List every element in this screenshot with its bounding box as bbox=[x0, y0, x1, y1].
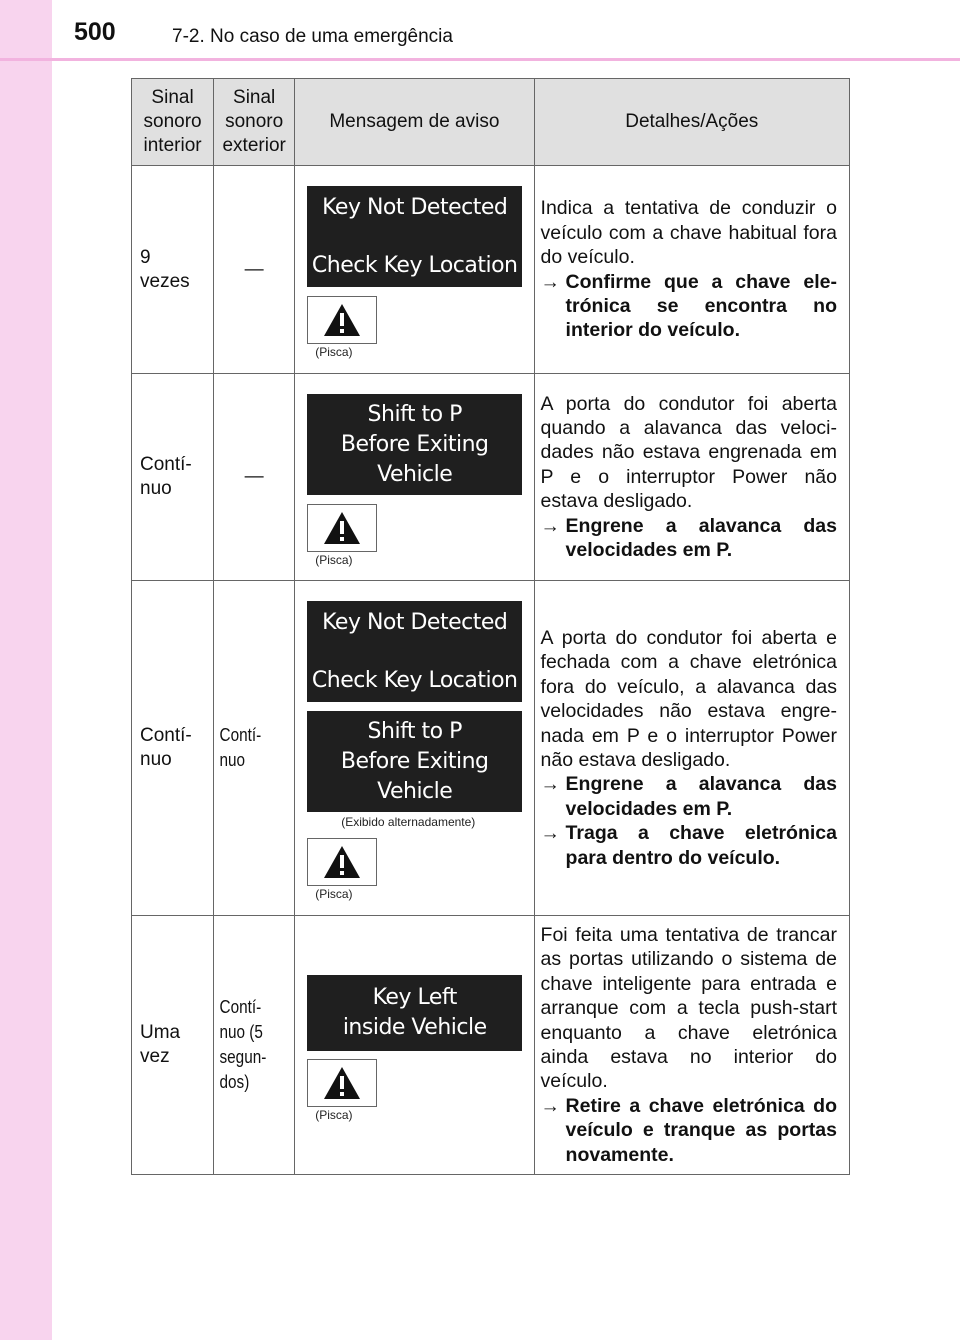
details-cell bbox=[534, 581, 849, 916]
section-title: 7-2. No caso de uma emergência bbox=[172, 26, 453, 47]
header-warning-message: Mensagem de aviso bbox=[295, 79, 534, 166]
warning-triangle-icon bbox=[307, 504, 377, 552]
action-item: → Confirme que a chave eletrónica se encontra no interior do veículo. bbox=[540, 270, 837, 342]
interior-buzzer-cell: Contí- nuo bbox=[132, 581, 214, 916]
side-tab-strip bbox=[0, 0, 52, 1340]
blink-caption: (Pisca) bbox=[315, 887, 353, 901]
detail-description: Foi feita uma tentativa de trancar as portas utilizando o sistema de chave inteligente para entrada e arranque com a tecla push-start enquanto a chave eletrónica ainda estava no interior do veículo. bbox=[540, 923, 837, 1093]
warning-triangle-icon bbox=[307, 838, 377, 886]
display-key-not-detected: Key Not Detected Check Key Location bbox=[307, 186, 522, 287]
warning-table bbox=[131, 78, 850, 1175]
detail-description: Indica a tentativa de conduzir o veículo com a chave habitual fora do veículo. bbox=[540, 197, 837, 269]
table-row bbox=[132, 166, 850, 374]
blink-caption: (Pisca) bbox=[315, 553, 353, 567]
detail-description: A porta do condutor foi aberta e fechada com a chave eletrónica fora do veículo, a alavanca das velocidades não estava engrenada em P e o interruptor Power não estava desligado. bbox=[540, 626, 837, 771]
table-row bbox=[132, 581, 850, 916]
details-cell bbox=[534, 166, 849, 374]
message-cell bbox=[295, 374, 534, 581]
display-shift-to-p: Shift to P Before Exiting Vehicle bbox=[307, 711, 522, 812]
exterior-buzzer-cell: Contí- nuo (5 segun- dos) bbox=[214, 916, 283, 1175]
display-key-not-detected: Key Not Detected Check Key Location bbox=[307, 601, 522, 702]
arrow-icon: → bbox=[540, 1094, 561, 1117]
display-shift-to-p: Shift to P Before Exiting Vehicle bbox=[307, 394, 522, 495]
details-cell bbox=[534, 374, 849, 581]
blink-caption: (Pisca) bbox=[315, 345, 353, 359]
message-cell bbox=[295, 581, 534, 916]
message-cell bbox=[295, 916, 534, 1175]
page-header bbox=[0, 0, 960, 58]
action-item: → Retire a chave eletrónica do veículo e tranque as portas novamente. bbox=[540, 1094, 837, 1166]
alternate-caption: (Exibido alternadamente) bbox=[341, 815, 476, 829]
table-row bbox=[132, 374, 850, 581]
table-row bbox=[132, 916, 850, 1175]
details-cell bbox=[534, 916, 849, 1175]
detail-description: A porta do condutor foi aberta quando a alavanca das velocidades não estava engrenada em P e o interruptor Power não estava desligado. bbox=[540, 392, 837, 513]
warning-triangle-icon bbox=[307, 296, 377, 344]
action-item: → Traga a chave eletrónica para dentro do veículo. bbox=[540, 822, 837, 869]
message-cell bbox=[295, 166, 534, 374]
exterior-buzzer-cell: — bbox=[214, 374, 295, 581]
arrow-icon: → bbox=[540, 773, 561, 796]
exterior-buzzer-cell: — bbox=[214, 166, 295, 374]
header-rule bbox=[0, 58, 960, 61]
arrow-icon: → bbox=[540, 822, 561, 845]
arrow-icon: → bbox=[540, 270, 561, 293]
header-exterior-buzzer: Sinal sonoro exterior bbox=[214, 79, 295, 166]
header-details: Detalhes/Ações bbox=[534, 79, 849, 166]
interior-buzzer-cell: Contí- nuo bbox=[132, 374, 214, 581]
exterior-buzzer-cell: Contí- nuo bbox=[214, 581, 283, 916]
interior-buzzer-cell: 9 vezes bbox=[132, 166, 214, 374]
display-key-left-inside: Key Left inside Vehicle bbox=[307, 975, 522, 1051]
blink-caption: (Pisca) bbox=[315, 1108, 353, 1122]
page-number: 500 bbox=[74, 18, 116, 46]
arrow-icon: → bbox=[540, 514, 561, 537]
interior-buzzer-cell: Uma vez bbox=[132, 916, 214, 1175]
table-header-row bbox=[132, 79, 850, 166]
action-item: → Engrene a alavanca das velocidades em P. bbox=[540, 773, 837, 820]
warning-triangle-icon bbox=[307, 1059, 377, 1107]
header-interior-buzzer: Sinal sonoro interior bbox=[132, 79, 214, 166]
action-item: → Engrene a alavanca das velocidades em P. bbox=[540, 514, 837, 562]
